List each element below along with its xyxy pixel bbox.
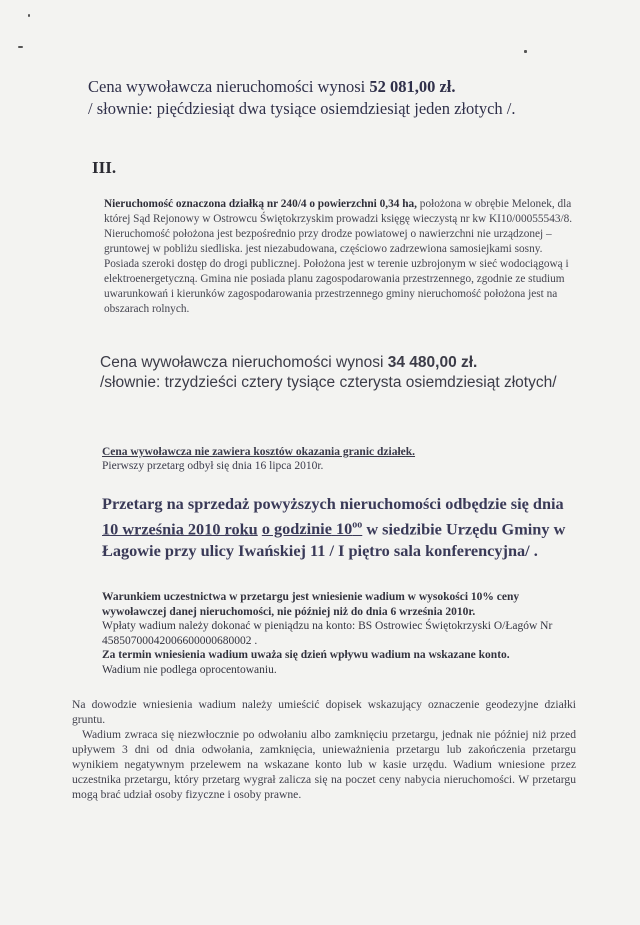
price-in-words: / słownie: pięćdziesiąt dwa tysiące osiemdziesiąt jeden złotych /. bbox=[88, 99, 516, 118]
deposit-interest-note: Wadium nie podlega oprocentowaniu. bbox=[102, 663, 277, 676]
price-note-underlined: Cena wywoławcza nie zawiera kosztów okazania granic działek. bbox=[102, 446, 416, 458]
price-label: Cena wywoławcza nieruchomości wynosi bbox=[88, 77, 366, 96]
price-label: Cena wywoławcza nieruchomości wynosi bbox=[100, 354, 384, 371]
section-number: III. bbox=[92, 158, 117, 177]
price-in-words: /słownie: trzydzieści cztery tysiące czterysta osiemdziesiąt złotych/ bbox=[100, 374, 557, 391]
price-block-2 bbox=[100, 353, 570, 393]
price-block-1 bbox=[88, 76, 516, 120]
deposit-account: Wpłaty wadium należy dokonać w pieniądzu na konto: BS Ostrowiec Świętokrzyski O/Łagów Nr 45850700042006600000680002 . bbox=[102, 620, 553, 647]
auction-text-start: Przetarg na sprzedaż powyższych nieruchomości odbędzie się dnia bbox=[102, 494, 564, 513]
auction-time-label: o godzinie bbox=[261, 519, 332, 539]
deposit-refund-paragraph: Wadium zwraca się niezwłocznie po odwołaniu albo zamknięciu przetargu, jednak nie później niż przed upływem 3 dni od dnia odwołania, zamknięcia, unieważnienia przetargu lub zakończenia przetargu wynikiem negatywnym przelewem na wskazane konto lub w kasie urzędu. Wadium wniesione przez uczestnika przetargu, który przetarg wygrał zalicza się na poczet ceny nabycia nieruchomości. W przetargu mogą brać udział osoby fizyczne i osoby prawne. bbox=[72, 728, 576, 801]
auction-time bbox=[262, 519, 362, 538]
final-provisions bbox=[72, 697, 576, 802]
auction-date: 10 września 2010 roku bbox=[102, 519, 258, 539]
scan-speck bbox=[28, 14, 30, 17]
auction-location: w siedzibie Urzędu Gminy w Łagowie przy ulicy Iwańskiej 11 / I piętro sala konferencyjna/ . bbox=[102, 519, 566, 561]
property-lead: Nieruchomość oznaczona działką nr 240/4 o powierzchni 0,34 ha, bbox=[104, 198, 417, 210]
property-body: położona w obrębie Melonek, dla której Sąd Rejonowy w Ostrowcu Świętokrzyskim prowadzi księgę wieczystą nr kw KI10/00055543/8. Nieruchomość położona jest bezpośrednio przy drodze powiatowej o nawierzchni nie urządzonej – gruntowej w pobliżu siedliska. jest niezabudowana, częściowo zadrzewiona samosiejkami sosny. Posiada szeroki dostęp do drogi publicznej. Położona jest w terenie uzbrojonym w sieć wodociągową i elektroenergetyczną. Gmina nie posiada planu zagospodarowania przestrzennego, zgodnie ze studium uwarunkowań i kierunków zagospodarowania przestrzennego gminy nieruchomość położona jest na obszarach rolnych. bbox=[104, 198, 573, 315]
conditions-block bbox=[102, 590, 577, 677]
property-description bbox=[104, 197, 574, 317]
price-amount: 52 081,00 zł. bbox=[369, 77, 456, 96]
auction-hour: 10 bbox=[336, 519, 353, 539]
price-amount: 34 480,00 zł. bbox=[387, 354, 478, 371]
deposit-annotation-paragraph: Na dowodzie wniesienia wadium należy umieścić dopisek wskazujący oznaczenie geodezyjne działki gruntu. bbox=[72, 698, 576, 726]
scan-speck bbox=[524, 50, 527, 53]
auction-announcement bbox=[102, 493, 572, 562]
scan-speck bbox=[18, 46, 23, 48]
price-note bbox=[102, 445, 415, 473]
deposit-deadline-rule: Za termin wniesienia wadium uważa się dzień wpływu wadium na wskazane konto. bbox=[102, 649, 510, 661]
deposit-requirement: Warunkiem uczestnictwa w przetargu jest wniesienie wadium w wysokości 10% ceny wywoławczej danej nieruchomości, nie później niż do dnia 6 września 2010r. bbox=[102, 591, 520, 618]
first-auction-note: Pierwszy przetarg odbył się dnia 16 lipca 2010r. bbox=[102, 460, 324, 472]
price-line-1 bbox=[88, 76, 516, 98]
auction-hour-sup: oo bbox=[352, 520, 363, 531]
